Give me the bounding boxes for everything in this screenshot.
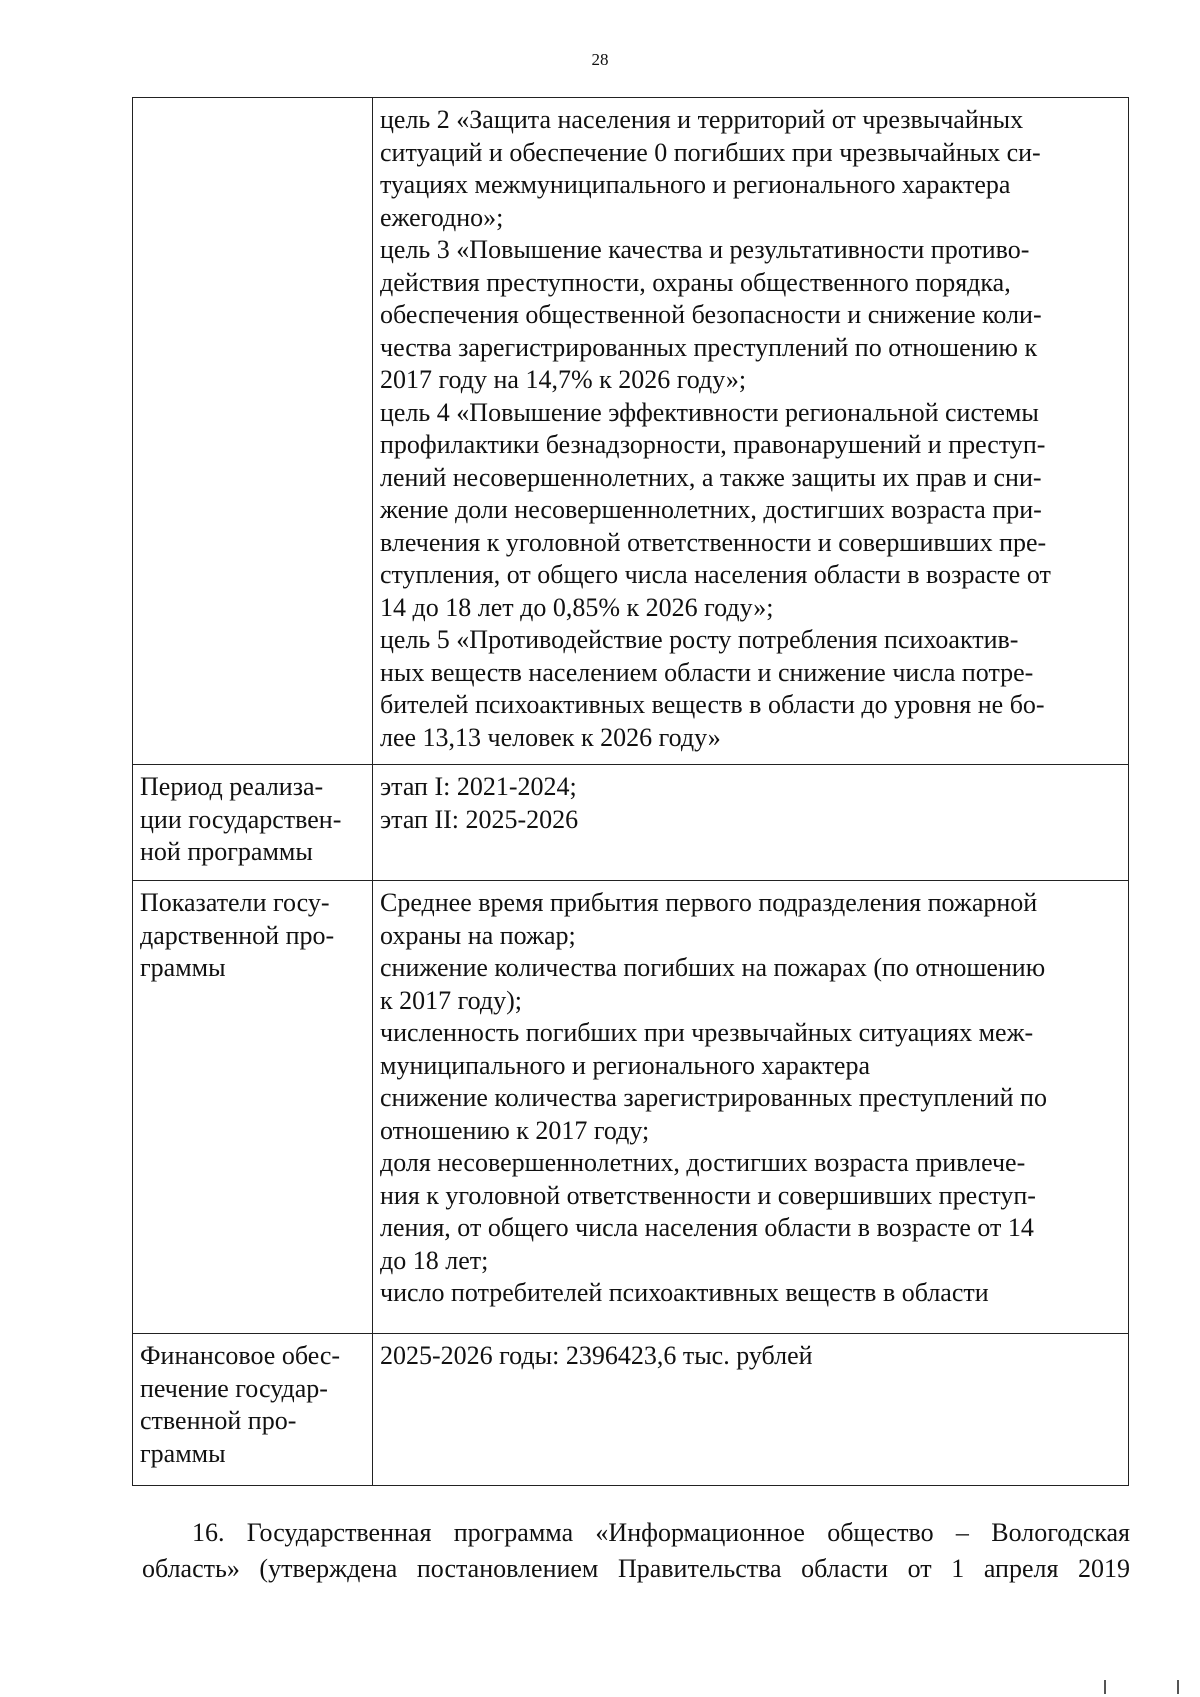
page-number: 28	[591, 50, 609, 69]
text-line: цель 3 «Повышение качества и результативности противо-	[380, 235, 1030, 264]
table-row-label	[133, 881, 373, 1334]
text-line: ежегодно»;	[380, 202, 504, 232]
text-line: число потребителей психоактивных веществ в области	[380, 1278, 989, 1307]
label-line: ной программы	[140, 837, 313, 866]
text-line: муниципального и регионального характера	[380, 1050, 871, 1080]
table-row-label	[133, 98, 373, 765]
text-line: ных веществ населением области и снижение числа потре-	[380, 657, 1034, 687]
text-line: обеспечения общественной безопасности и снижение коли-	[380, 300, 1042, 329]
label-line: Финансовое обес-	[140, 1341, 341, 1370]
table-row-financing	[133, 1334, 1129, 1486]
text-line: бителей психоактивных веществ в области до уровня не бо-	[380, 690, 1045, 719]
paragraph-line: область» (утверждена постановлением Правительства области от 1 апреля 2019	[142, 1554, 1130, 1583]
scan-artifact	[1177, 1680, 1179, 1694]
text-line: чества зарегистрированных преступлений по отношению к	[380, 332, 1038, 362]
text-line: лее 13,13 человек к 2026 году»	[380, 722, 721, 752]
text-line: цель 4 «Повышение эффективности региональной системы	[380, 397, 1039, 427]
text-line: ступления, от общего числа населения области в возрасте от	[380, 560, 1051, 589]
text-line: лений несовершеннолетних, а также защиты их прав и сни-	[380, 462, 1042, 492]
text-line: до 18 лет;	[380, 1245, 489, 1275]
label-line: граммы	[140, 953, 226, 982]
table-row-value	[373, 98, 1129, 765]
text-line: этап II: 2025-2026	[380, 804, 579, 834]
text-line: снижение количества погибших на пожарах (по отношению	[380, 953, 1046, 982]
text-line: доля несовершеннолетних, достигших возраста привлече-	[380, 1148, 1026, 1177]
text-line: 2017 году на 14,7% к 2026 году»;	[380, 365, 747, 394]
table-row-value	[373, 881, 1129, 1334]
text-line: 14 до 18 лет до 0,85% к 2026 году»;	[380, 592, 774, 622]
text-line: действия преступности, охраны общественного порядка,	[380, 267, 1011, 297]
text-line: снижение количества зарегистрированных преступлений по	[380, 1083, 1047, 1112]
text-line: туациях межмуниципального и регионального характера	[380, 170, 1011, 199]
label-line: дарственной про-	[140, 920, 335, 950]
label-line: граммы	[140, 1438, 226, 1468]
table-row-value	[373, 1334, 1129, 1486]
text-line: 2025-2026 годы: 2396423,6 тыс. рублей	[380, 1341, 813, 1370]
text-line: ситуаций и обеспечение 0 погибших при чрезвычайных си-	[380, 137, 1041, 167]
body-paragraph	[142, 1515, 1130, 1587]
text-line: профилактики безнадзорности, правонарушений и преступ-	[380, 430, 1046, 459]
text-line: этап I: 2021-2024;	[380, 772, 577, 801]
table-row-value	[373, 765, 1129, 881]
text-line: отношению к 2017 году;	[380, 1115, 650, 1145]
label-line: Период реализа-	[140, 772, 324, 801]
text-line: жение доли несовершеннолетних, достигших возраста при-	[380, 495, 1042, 524]
table-row-goals	[133, 98, 1129, 765]
text-line: цель 5 «Противодействие росту потребления психоактив-	[380, 625, 1019, 654]
text-line: к 2017 году);	[380, 985, 523, 1015]
text-line: ления, от общего числа населения области в возрасте от 14	[380, 1213, 1034, 1242]
table-row-label	[133, 1334, 373, 1486]
text-line: численность погибших при чрезвычайных ситуациях меж-	[380, 1018, 1034, 1047]
table-row-period	[133, 765, 1129, 881]
label-line: Показатели госу-	[140, 888, 330, 917]
label-line: печение государ-	[140, 1373, 328, 1403]
label-line: ции государствен-	[140, 804, 342, 834]
text-line: Среднее время прибытия первого подразделения пожарной	[380, 888, 1038, 917]
program-passport-table	[132, 97, 1129, 1486]
text-line: охраны на пожар;	[380, 920, 576, 950]
text-line: влечения к уголовной ответственности и совершивших пре-	[380, 527, 1047, 557]
label-line: ственной про-	[140, 1406, 297, 1435]
table-row-indicators	[133, 881, 1129, 1334]
scan-artifact	[1104, 1680, 1106, 1694]
text-line: цель 2 «Защита населения и территорий от чрезвычайных	[380, 105, 1024, 134]
text-line: ния к уголовной ответственности и совершивших преступ-	[380, 1180, 1036, 1210]
table-row-label	[133, 765, 373, 881]
paragraph-line: 16. Государственная программа «Информационное общество – Вологодская	[192, 1518, 1130, 1547]
